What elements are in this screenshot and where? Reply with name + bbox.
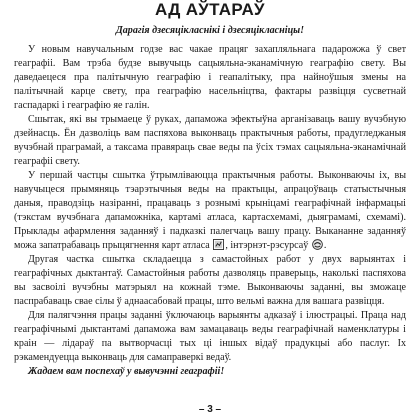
internet-icon (312, 239, 323, 250)
atlas-word: атласа (182, 240, 210, 251)
paragraph-1: У новым навучальным годзе вас чакае працяг захапляльнага падарожжа ў свет геаграфіі. Вам трэба будзе вывучыць сацыяльна-эканамічную геаграфію свету. Вы даведаецеся пра палітычную геаграфію і геапалітыку, пра найноўшыя змены на палітычнай карце свету, пра геаграфію насельніцтва, фактары развіцця сусветнай гаспадаркі і геаграфію яе галін. (14, 44, 406, 111)
period: . (323, 240, 327, 251)
closing-wish: Жадаем вам поспехаў у вывучэнні геаграфіі! (28, 366, 225, 377)
paragraph-3-text: У першай частцы сшытка ўтрымліваюцца практычныя работы. Выконваючы іх, вы навучыцеся прымяняць тэарэтычныя веды на практыцы, апрацоўваць статыстычныя даныя, праводзіць назіранні, працаваць з рознымі крыніцамі геаграфічнай інфармацыі (тэкстам вучэбнага дапаможніка, картамі атласа, картасхемамі, дыяграмамі, схемамі). Прыклады афармлення заданняў і падказкі палегчаць вашу працу. Выкананне заданняў можа запатрабаваць прыцягнення карт (14, 170, 406, 251)
paragraph-4: Другая частка сшытка складаецца з самастойных работ у двух варыянтах і геаграфічных дыктантаў. Самастойныя работы дазволяць праверыць, наколькі паспяхова вы засвоілі вучэбны матэрыял на кожнай тэме. Выконваючы заданні, вы зможаце паспрабаваць свае сілы ў аднаасабовай працы, што вельмі важна для вашага развіцця. (14, 254, 406, 307)
body-text (14, 43, 406, 365)
internet-resources-text: , інтэрнэт-рэсурсаў (225, 240, 309, 251)
page-title: АД АЎТАРАЎ (155, 0, 265, 19)
atlas-icon (213, 239, 224, 250)
greeting: Дарагія дзесяцікласнікі і дзесяцікласніцы! (115, 25, 305, 36)
page-number: – 3 – (198, 404, 222, 415)
paragraph-3 (14, 169, 406, 253)
paragraph-2: Сшытак, які вы трымаеце ў руках, дапаможа эфектыўна арганізаваць вашу вучэбную дзейнасць. Ён дазволіць вам паспяхова выконваць практычныя работы, прадугледжаныя вучэбнай праграмай, а таксама правяраць свае веды па ўсіх тэмах сацыяльна-эканамічнай геаграфіі свету. (14, 114, 406, 167)
paragraph-5: Для палягчэння працы заданні ўключаюць варыянты адказаў і ілюстрацыі. Праца над геаграфічнымі дыктантамі дапаможа вам замацаваць веды геаграфічнай наменклатуры і краін — лідараў па вытворчасці тых ці іншых відаў прадукцыі або паслуг. Іх рэкамендуецца выконваць для самаправеркі ведаў. (14, 310, 406, 363)
